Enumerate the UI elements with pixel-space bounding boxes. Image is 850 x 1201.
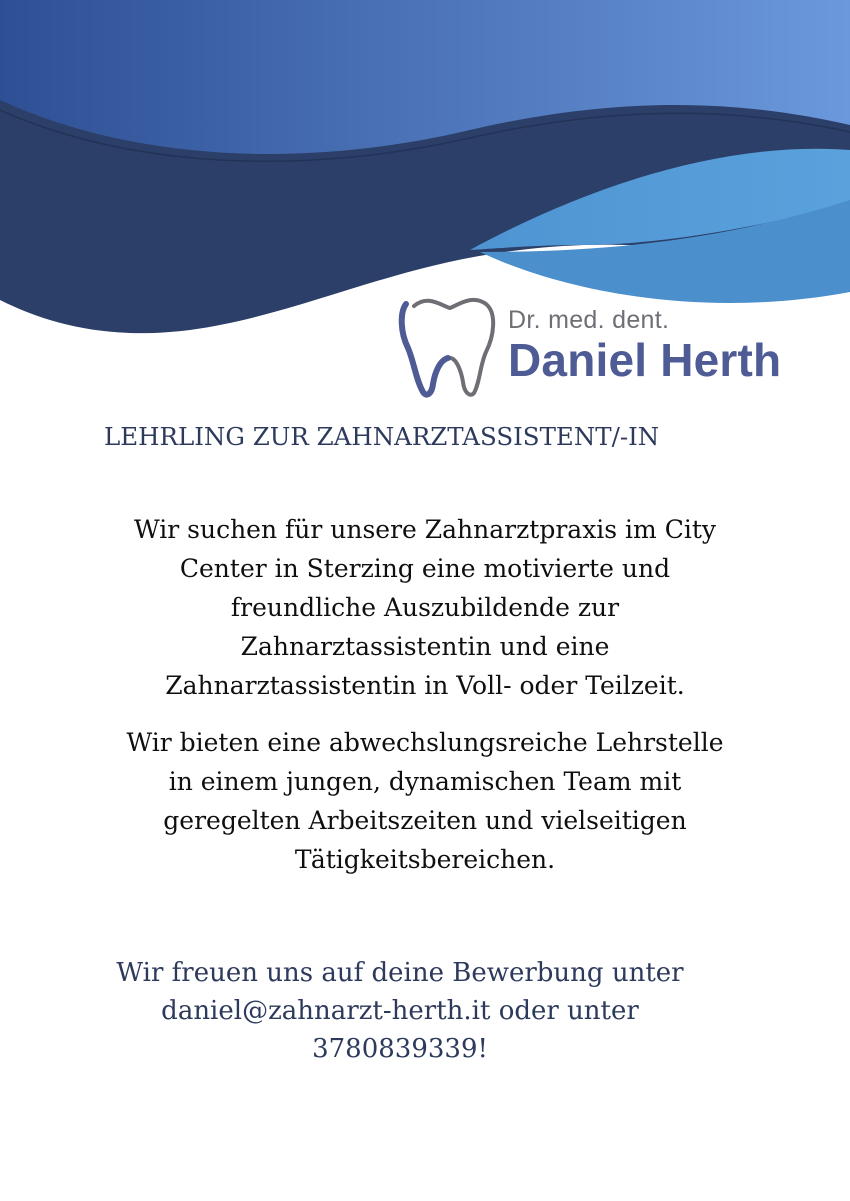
contact-email: daniel@zahnarzt-herth.it xyxy=(161,996,491,1026)
tooth-icon xyxy=(398,292,498,398)
practice-logo xyxy=(398,288,798,398)
contact-connector: oder unter xyxy=(498,996,639,1026)
contact-paragraph xyxy=(75,954,725,1068)
job-title: LEHRLING ZUR ZAHNARZTASSISTENT/-IN xyxy=(104,422,660,451)
contact-closing: ! xyxy=(477,1034,488,1064)
logo-text xyxy=(508,306,781,386)
offer-paragraph: Wir bieten eine abwechslungsreiche Lehrstelle in einem jungen, dynamischen Team mit geregelten Arbeitszeiten und vielseitigen Tätigkeitsbereichen. xyxy=(126,728,724,874)
logo-name: Daniel Herth xyxy=(508,334,782,386)
intro-paragraph: Wir suchen für unsere Zahnarztpraxis im City Center in Sterzing eine motivierte und freundliche Auszubildende zur Zahnarztassistentin und eine Zahnarztassistentin in Voll- oder Teilzeit. xyxy=(133,515,717,700)
contact-intro: Wir freuen uns auf deine Bewerbung unter xyxy=(116,958,684,988)
logo-subtitle: Dr. med. dent. xyxy=(508,306,670,334)
contact-phone: 3780839339 xyxy=(312,1034,478,1064)
